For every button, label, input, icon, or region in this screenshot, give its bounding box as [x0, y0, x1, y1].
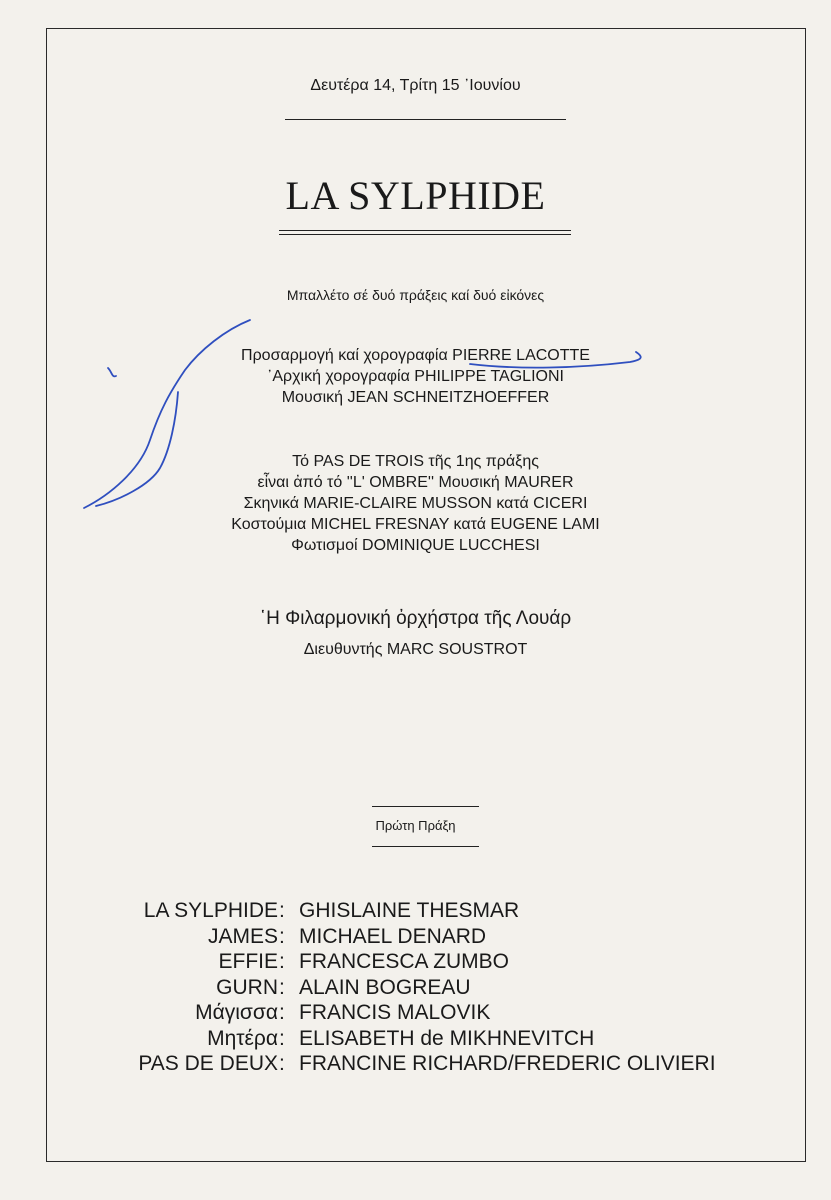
cast-role: LA SYLPHIDE: [143, 899, 278, 922]
cast-role: GURN: [216, 975, 278, 999]
cast-separator: :: [279, 1026, 285, 1050]
credit-line: Προσαρμογή καί χορογραφία PIERRE LACOTTE: [241, 347, 590, 364]
cast-separator: :: [279, 975, 285, 999]
cast-role: Μητέρα: [207, 1026, 278, 1050]
credit-line: Τό PAS DE TROIS τῆς 1ης πράξης: [292, 453, 539, 470]
cast-separator: :: [279, 1052, 285, 1075]
subtitle: Μπαλλέτο σέ δυό πράξεις καί δυό εἰκόνες: [286, 287, 545, 303]
credit-line: Φωτισμοί DOMINIQUE LUCCHESI: [291, 537, 540, 554]
cast-dancer: MICHAEL DENARD: [299, 924, 487, 948]
credits-block-secondary: [0, 451, 831, 556]
credit-line: εἶναι ἀπό τό ''L' OMBRE'' Μουσική MAURER: [257, 474, 574, 491]
cast-role: Μάγισσα: [195, 1001, 278, 1024]
act-heading: Πρώτη Πράξη: [375, 818, 456, 833]
cast-row: [60, 1051, 820, 1077]
divider-title: [279, 230, 571, 231]
page-title: LA SYLPHIDE: [285, 173, 546, 218]
cast-row: [60, 924, 820, 950]
credit-line: ᾽Αρχική χορογραφία PHILIPPE TAGLIONI: [267, 368, 564, 385]
cast-role: EFFIE: [218, 950, 278, 973]
credit-line: Κοστούμια MICHEL FRESNAY κατά EUGENE LAMI: [231, 516, 600, 533]
cast-role: JAMES: [207, 924, 278, 948]
divider-top: [285, 119, 566, 120]
cast-row: [60, 1000, 820, 1026]
credit-line: Σκηνικά MARIE-CLAIRE MUSSON κατά CICERI: [243, 495, 588, 512]
cast-row: [60, 1026, 820, 1052]
cast-dancer: FRANCESCA ZUMBO: [299, 950, 510, 973]
cast-row: [60, 949, 820, 975]
cast-row: [60, 975, 820, 1001]
orchestra-line: ῾Η Φιλαρμονική ὀρχήστρα τῆς Λουάρ: [259, 608, 572, 629]
cast-dancer: FRANCIS MALOVIK: [299, 1001, 491, 1024]
cast-separator: :: [279, 1001, 285, 1024]
cast-dancer: FRANCINE RICHARD/FREDERIC OLIVIERI: [299, 1052, 716, 1075]
cast-dancer: GHISLAINE THESMAR: [299, 899, 520, 922]
credits-block: [0, 345, 831, 408]
divider-title-second: [279, 234, 571, 235]
conductor-line: Διευθυντής MARC SOUSTROT: [303, 641, 528, 658]
cast-row: [60, 898, 820, 924]
cast-dancer: ELISABETH de MIKHNEVITCH: [299, 1026, 595, 1050]
cast-list: [60, 898, 820, 1077]
divider-act-top: [372, 806, 479, 807]
cast-separator: :: [279, 924, 285, 948]
credit-line: Μουσική JEAN SCHNEITZHOEFFER: [281, 389, 550, 406]
cast-dancer: ALAIN BOGREAU: [299, 975, 471, 999]
cast-separator: :: [279, 899, 285, 922]
cast-separator: :: [279, 950, 285, 973]
date-line: Δευτέρα 14, Τρίτη 15 ᾽Ιουνίου: [310, 77, 521, 94]
divider-act-bottom: [372, 846, 479, 847]
cast-role: PAS DE DEUX: [138, 1052, 278, 1075]
